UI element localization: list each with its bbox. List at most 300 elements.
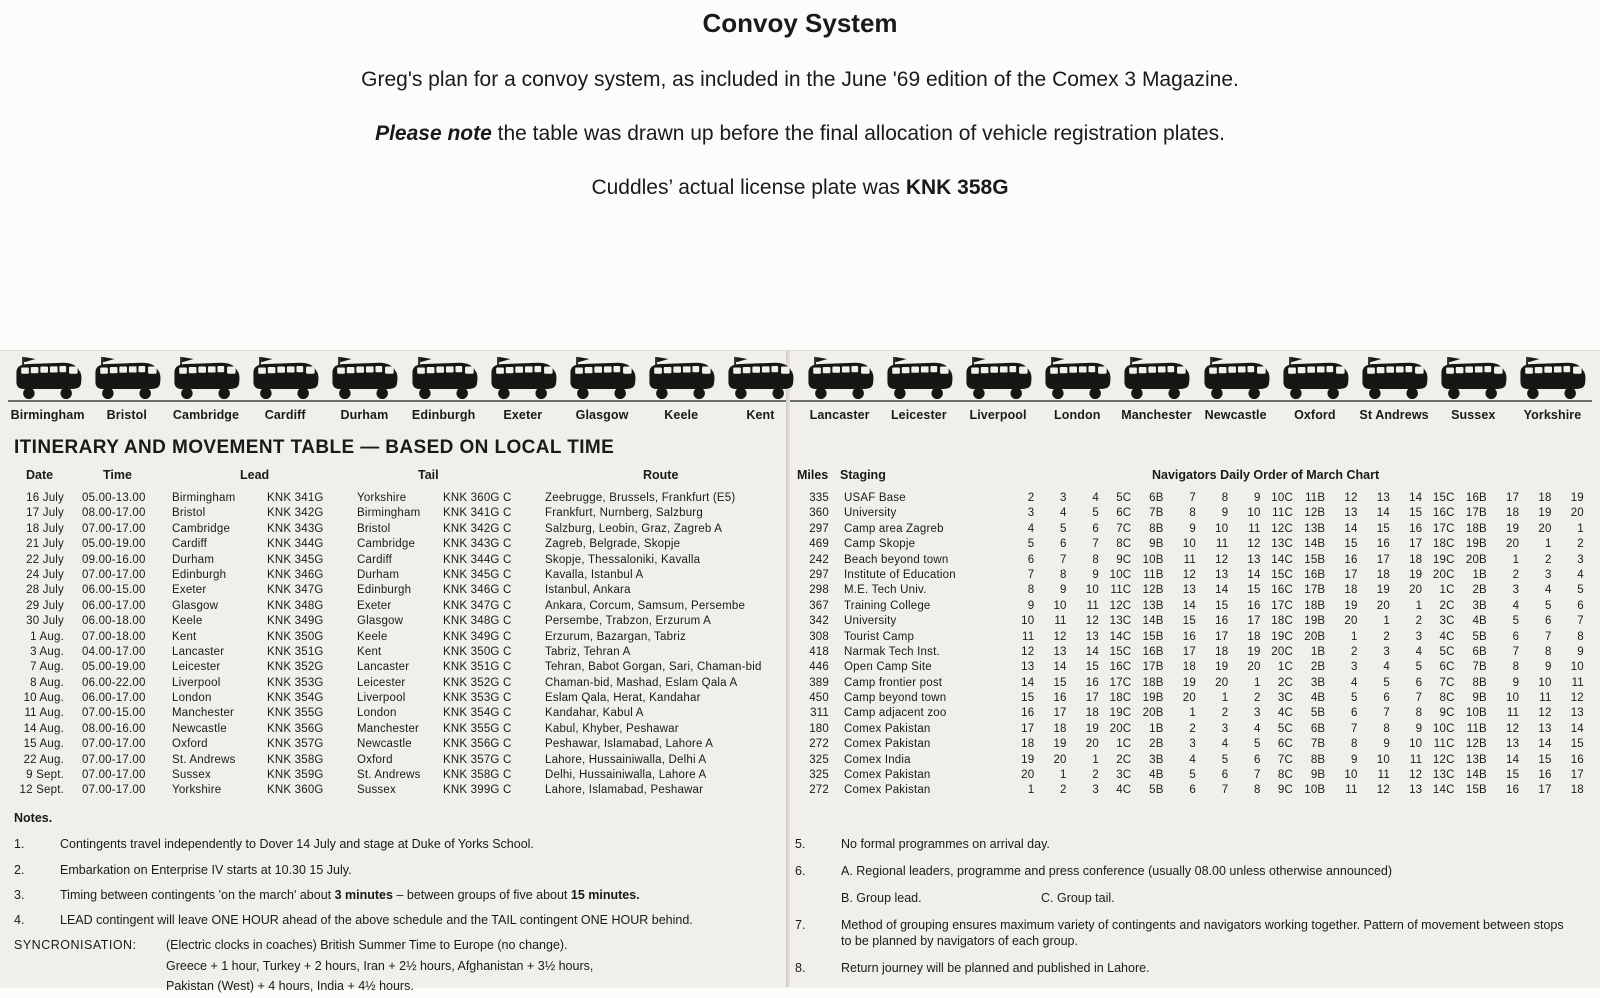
nav-order-cell: 16B <box>1142 645 1164 658</box>
nav-order-cell: 13B <box>1465 753 1487 766</box>
nav-order-cell: 13 <box>1247 553 1261 566</box>
nav-order-cell: 16 <box>1376 538 1390 551</box>
nav-order-cell: 7 <box>1060 553 1067 566</box>
staging-row <box>797 737 1584 752</box>
nav-order-cell: 5 <box>1351 692 1358 705</box>
nav-order-cell: 2 <box>1060 784 1067 797</box>
convoy-contingent <box>800 356 879 422</box>
nav-order-cell: 11C <box>1110 584 1132 597</box>
route-cell: Skopje, Thessaloniki, Kavalla <box>545 553 701 566</box>
itinerary-row <box>12 645 788 660</box>
nav-order-cell: 19 <box>1247 645 1261 658</box>
nav-order-cell: 3C <box>1439 615 1455 628</box>
nav-order-cell: 5 <box>1577 584 1584 597</box>
nav-order-cell: 5 <box>1221 753 1229 766</box>
nav-order-cell: 4 <box>1189 753 1196 766</box>
time-cell: 05.00-13.00 <box>82 492 146 504</box>
nav-order-cell: 10 <box>1409 738 1423 751</box>
nav-order-cell: 16 <box>1085 676 1099 689</box>
nav-order-cell: 2 <box>1383 630 1390 643</box>
nav-order-cell: 19B <box>1304 615 1326 628</box>
nav-order-cell: 16 <box>1538 769 1552 782</box>
tail-plate-cell: KNK 351G C <box>443 661 512 674</box>
lead-plate-cell: KNK 355G <box>267 707 324 720</box>
miles-cell: 389 <box>809 676 829 689</box>
nav-order-cell: 13 <box>1344 507 1358 520</box>
note-text: Embarkation on Enterprise IV starts at 10.30 15 July. <box>60 862 352 877</box>
nav-order-cell: 17 <box>1344 568 1358 581</box>
nav-order-cell: 10 <box>1344 769 1358 782</box>
nav-order-cell: 15 <box>1215 599 1229 612</box>
convoy-contingent <box>325 356 404 422</box>
tail-plate-cell: KNK 352G C <box>443 676 512 689</box>
nav-order-cell: 8 <box>1351 738 1358 751</box>
convoy-contingent <box>483 356 562 422</box>
miles-cell: 342 <box>809 615 829 628</box>
lead-plate-cell: KNK 344G <box>267 538 324 551</box>
nav-order-cell: 19B <box>1142 692 1164 705</box>
tail-contingent-cell: Glasgow <box>357 615 404 628</box>
nav-order-cell: 12C <box>1432 753 1455 766</box>
lead-plate-cell: KNK 349G <box>267 615 324 628</box>
nav-order-cell: 5B <box>1472 630 1487 643</box>
convoy-contingent <box>642 356 721 422</box>
convoy-contingent <box>1434 356 1513 422</box>
nav-order-cell: 14 <box>1182 599 1196 612</box>
notes-heading: Notes. <box>14 811 53 825</box>
nav-order-cell: 16 <box>1182 630 1196 643</box>
nav-order-cell: 12 <box>1085 615 1099 628</box>
col-header-lead: Lead <box>240 468 270 482</box>
nav-order-cell: 12B <box>1304 507 1326 520</box>
itinerary-row <box>12 630 788 645</box>
nav-order-cell: 6 <box>1189 784 1196 797</box>
tail-contingent-cell: St. Andrews <box>357 769 421 782</box>
convoy-contingent <box>562 356 641 422</box>
miles-cell: 308 <box>809 630 829 643</box>
contingent-name: Keele <box>664 408 699 422</box>
nav-order-cell: 10 <box>1538 676 1552 689</box>
tail-plate-cell: KNK 345G C <box>443 568 512 581</box>
nav-order-cell: 5 <box>1092 507 1099 520</box>
nav-order-cells <box>1002 737 1584 752</box>
nav-order-cell: 15 <box>1376 522 1390 535</box>
staging-cell: University <box>844 507 897 520</box>
itinerary-row <box>12 506 788 521</box>
tail-contingent-cell: Birmingham <box>357 507 421 520</box>
nav-order-cell: 10 <box>1247 507 1261 520</box>
nav-order-cell: 4B <box>1310 692 1326 705</box>
convoy-contingent <box>1275 356 1354 422</box>
note-3-bold-1: 3 minutes <box>334 887 393 902</box>
nav-order-cell: 14C <box>1109 630 1132 643</box>
convoy-contingent <box>8 356 87 422</box>
nav-order-cell: 10 <box>1376 753 1390 766</box>
time-cell: 07.00-15.00 <box>82 707 146 720</box>
nav-order-cell: 17C <box>1109 676 1132 689</box>
nav-order-cells <box>1002 691 1584 706</box>
note-number: 8. <box>795 961 806 976</box>
itinerary-row <box>12 660 788 675</box>
staging-row <box>797 630 1584 645</box>
syncronisation-lines <box>166 937 593 998</box>
nav-order-cell: 13 <box>1409 784 1423 797</box>
nav-order-cell: 5B <box>1310 707 1326 720</box>
nav-order-cell: 2 <box>1351 645 1358 658</box>
nav-order-cell: 4 <box>1221 738 1229 751</box>
nav-order-cell: 16 <box>1570 753 1584 766</box>
nav-order-cell: 9 <box>1577 645 1584 658</box>
nav-order-cell: 11C <box>1433 738 1455 751</box>
nav-order-cell: 3 <box>1189 738 1196 751</box>
nav-order-cell: 15 <box>1344 538 1358 551</box>
nav-order-cell: 10C <box>1109 568 1132 581</box>
lead-contingent-cell: Glasgow <box>172 599 219 612</box>
nav-order-cell: 1 <box>1254 676 1261 689</box>
nav-order-cell: 1B <box>1310 645 1326 658</box>
nav-order-cell: 3 <box>1027 507 1035 520</box>
staging-cell: University <box>844 615 897 628</box>
itinerary-row <box>12 568 788 583</box>
convoy-contingent <box>1117 356 1196 422</box>
time-cell: 08.00-17.00 <box>82 507 146 520</box>
bus-icon <box>1517 356 1587 400</box>
nav-order-cell: 14 <box>1053 661 1067 674</box>
please-note-line <box>0 122 1600 146</box>
nav-order-cell: 11 <box>1409 753 1423 766</box>
date-cell: 18 July <box>26 522 64 535</box>
contingent-name: St Andrews <box>1359 408 1429 422</box>
route-cell: Lahore, Islamabad, Peshawar <box>545 784 704 797</box>
nav-order-cell: 2 <box>1027 492 1035 504</box>
nav-order-cell: 19 <box>1409 568 1423 581</box>
intro-line: Greg's plan for a convoy system, as included in the June '69 edition of the Comex 3 Magazine. <box>361 68 1239 91</box>
convoy-contingent <box>1513 356 1592 422</box>
nav-order-cell: 4 <box>1351 676 1358 689</box>
nav-order-cell: 18 <box>1506 507 1520 520</box>
staging-cell: Narmak Tech Inst. <box>844 645 940 658</box>
contingent-name: Exeter <box>503 408 543 422</box>
tail-contingent-cell: Cardiff <box>357 553 393 566</box>
contingent-name: Liverpool <box>969 408 1027 422</box>
nav-order-cell: 19 <box>1215 661 1229 674</box>
nav-order-cell: 10 <box>1182 538 1196 551</box>
contingent-name: Cambridge <box>172 408 240 422</box>
nav-order-cells <box>1002 722 1584 737</box>
convoy-contingent <box>1038 356 1117 422</box>
nav-order-cell: 4 <box>1512 599 1520 612</box>
col-header-time: Time <box>103 468 132 482</box>
nav-order-cell: 6C <box>1277 738 1293 751</box>
miles-cell: 180 <box>809 722 829 735</box>
date-cell: 30 July <box>26 615 64 628</box>
contingent-name: Birmingham <box>10 408 85 422</box>
tail-contingent-cell: Oxford <box>357 753 393 766</box>
miles-cell: 325 <box>809 769 829 782</box>
bus-icon <box>488 356 558 400</box>
nav-order-cell: 1 <box>1027 784 1035 797</box>
route-cell: Frankfurt, Nurnberg, Salzburg <box>545 507 703 520</box>
bus-icon <box>1359 356 1429 400</box>
nav-order-cell: 9 <box>1383 738 1390 751</box>
convoy-contingent <box>958 356 1037 422</box>
nav-order-cell: 4B <box>1149 769 1164 782</box>
nav-order-cell: 16 <box>1215 615 1229 628</box>
time-cell: 06.00-17.00 <box>82 692 146 705</box>
nav-order-cell: 10 <box>1506 692 1520 705</box>
note-text: Contingents travel independently to Dover 14 July and stage at Duke of Yorks School. <box>60 837 534 852</box>
nav-order-cell: 2 <box>1415 615 1423 628</box>
tail-contingent-cell: Bristol <box>357 522 391 535</box>
nav-order-cell: 18 <box>1409 553 1423 566</box>
nav-order-cell: 6C <box>1116 507 1132 520</box>
nav-order-cell: 16 <box>1506 784 1520 797</box>
date-cell: 22 July <box>26 553 64 566</box>
nav-order-cell: 12 <box>1182 568 1196 581</box>
nav-order-cell: 6 <box>1512 630 1520 643</box>
nav-order-cell: 16 <box>1053 692 1067 705</box>
contingent-name: Bristol <box>106 408 147 422</box>
tail-contingent-cell: Newcastle <box>357 738 412 751</box>
convoy-strip <box>8 356 1592 422</box>
note-6-sub <box>841 890 1570 906</box>
lead-contingent-cell: Cardiff <box>172 538 208 551</box>
nav-order-cell: 13 <box>1182 584 1196 597</box>
contingent-name: Edinburgh <box>411 408 476 422</box>
nav-order-cell: 11 <box>1215 538 1229 551</box>
nav-order-cell: 19C <box>1432 553 1455 566</box>
date-cell: 21 July <box>26 538 64 551</box>
nav-order-cell: 8B <box>1310 753 1326 766</box>
nav-order-cell: 17B <box>1304 584 1326 597</box>
staging-cell: Comex Pakistan <box>844 738 931 751</box>
nav-order-cell: 7 <box>1512 645 1520 658</box>
nav-order-cell: 18B <box>1465 522 1487 535</box>
contingent-name: Yorkshire <box>1523 408 1582 422</box>
nav-order-cell: 3 <box>1512 584 1520 597</box>
staging-cell: Institute of Education <box>844 568 956 581</box>
note-2 <box>14 862 782 878</box>
nav-order-cell: 10 <box>1570 661 1584 674</box>
date-cell: 28 July <box>26 584 64 597</box>
miles-cell: 360 <box>809 507 829 520</box>
nav-order-cell: 7 <box>1221 784 1229 797</box>
note-text: LEAD contingent will leave ONE HOUR ahead of the above schedule and the TAIL contingent ONE HOUR behind. <box>60 913 693 927</box>
nav-order-cell: 14 <box>1085 645 1099 658</box>
nav-order-cell: 13 <box>1376 492 1390 504</box>
nav-order-cell: 9B <box>1149 538 1164 551</box>
nav-order-cell: 8 <box>1092 553 1099 566</box>
tail-contingent-cell: Keele <box>357 630 388 643</box>
nav-order-cell: 11 <box>1183 553 1196 566</box>
nav-order-cell: 5C <box>1439 645 1455 658</box>
lead-contingent-cell: Exeter <box>172 584 207 597</box>
tail-plate-cell: KNK 350G C <box>443 645 512 658</box>
nav-order-cell: 18 <box>1376 568 1390 581</box>
nav-order-cell: 1B <box>1472 568 1487 581</box>
nav-order-cell: 7 <box>1027 568 1035 581</box>
nav-order-cell: 19 <box>1344 599 1358 612</box>
date-cell: 3 Aug. <box>30 645 64 658</box>
nav-order-cell: 15C <box>1271 568 1293 581</box>
nav-order-cell: 3 <box>1221 722 1229 735</box>
nav-order-cell: 2B <box>1149 738 1164 751</box>
nav-order-cell: 19C <box>1271 630 1293 643</box>
col-header-miles: Miles <box>797 468 829 482</box>
date-cell: 8 Aug. <box>30 676 64 689</box>
nav-order-cell: 1 <box>1092 753 1099 766</box>
nav-order-cell: 1C <box>1439 584 1455 597</box>
tail-plate-cell: KNK 347G C <box>443 599 512 612</box>
nav-order-cell: 6B <box>1310 722 1326 735</box>
nav-order-cell: 8 <box>1027 584 1035 597</box>
miles-cell: 367 <box>809 599 829 612</box>
note-number: 5. <box>795 837 806 851</box>
route-cell: Kabul, Khyber, Peshawar <box>545 722 679 735</box>
notes-right-column <box>795 836 1570 988</box>
nav-order-cell: 8 <box>1577 630 1584 643</box>
nav-order-cell: 19B <box>1465 538 1487 551</box>
itinerary-row <box>12 737 788 752</box>
syncronisation-label: SYNCRONISATION: <box>14 938 137 953</box>
nav-order-cell: 7 <box>1189 492 1196 504</box>
col-header-tail: Tail <box>418 468 439 482</box>
nav-order-cell: 5 <box>1189 769 1196 782</box>
nav-order-cell: 7C <box>1277 753 1293 766</box>
staging-cell: Tourist Camp <box>844 630 915 643</box>
nav-order-cell: 20C <box>1109 722 1132 735</box>
nav-order-cell: 12 <box>1570 692 1584 705</box>
staging-row <box>797 614 1584 629</box>
lead-plate-cell: KNK 348G <box>267 599 324 612</box>
time-cell: 06.00-22.00 <box>82 676 146 689</box>
nav-order-cell: 6 <box>1577 599 1584 612</box>
note-number: 4. <box>14 913 25 927</box>
nav-order-cell: 13 <box>1085 630 1099 643</box>
nav-order-cells <box>1002 768 1584 783</box>
nav-order-cell: 8 <box>1383 722 1390 735</box>
nav-order-cell: 10C <box>1432 722 1455 735</box>
staging-row <box>797 645 1584 660</box>
note-number: 7. <box>795 917 806 932</box>
nav-order-cell: 15C <box>1109 645 1132 658</box>
miles-cell: 450 <box>809 692 829 705</box>
nav-order-cell: 17 <box>1376 553 1390 566</box>
miles-cell: 446 <box>809 661 829 674</box>
tail-plate-cell: KNK 346G C <box>443 584 512 597</box>
miles-cell: 418 <box>809 645 829 658</box>
nav-order-cell: 10 <box>1053 599 1067 612</box>
itinerary-row <box>12 753 788 768</box>
nav-order-cell: 16 <box>1344 553 1358 566</box>
nav-order-cell: 4 <box>1383 661 1390 674</box>
nav-order-cell: 18 <box>1085 707 1099 720</box>
nav-order-cell: 11 <box>1571 676 1584 689</box>
lead-contingent-cell: Durham <box>172 553 215 566</box>
miles-cell: 311 <box>810 707 829 720</box>
tail-contingent-cell: Lancaster <box>357 661 410 674</box>
nav-order-cell: 14C <box>1271 553 1293 566</box>
nav-order-cell: 7 <box>1254 769 1261 782</box>
route-cell: Persembe, Trabzon, Erzurum A <box>545 615 712 628</box>
itinerary-row <box>12 583 788 598</box>
lead-plate-cell: KNK 353G <box>267 676 324 689</box>
nav-order-cell: 17C <box>1432 522 1455 535</box>
nav-order-cell: 19 <box>1021 753 1035 766</box>
nav-order-cell: 17 <box>1570 769 1584 782</box>
itinerary-row <box>12 614 788 629</box>
itinerary-row <box>12 522 788 537</box>
nav-order-cell: 17 <box>1538 784 1552 797</box>
staging-row <box>797 568 1584 583</box>
license-plate-line <box>0 176 1600 200</box>
nav-order-cell: 18 <box>1053 722 1067 735</box>
time-cell: 05.00-19.00 <box>82 661 146 674</box>
nav-order-cell: 9 <box>1060 584 1067 597</box>
nav-order-cells <box>1002 537 1584 552</box>
bus-icon <box>646 356 716 400</box>
staging-row <box>797 599 1584 614</box>
nav-order-cell: 10 <box>1215 522 1229 535</box>
nav-order-cell: 11 <box>1539 692 1552 705</box>
nav-order-cell: 11C <box>1272 507 1293 520</box>
date-cell: 7 Aug. <box>30 661 64 674</box>
nav-order-cell: 20 <box>1053 753 1067 766</box>
nav-order-cell: 12 <box>1247 538 1261 551</box>
nav-order-cell: 10C <box>1271 492 1293 504</box>
route-cell: Salzburg, Leobin, Graz, Zagreb A <box>545 522 723 535</box>
contingent-name: Glasgow <box>575 408 629 422</box>
nav-order-cell: 14 <box>1506 753 1520 766</box>
nav-order-cell: 16B <box>1304 568 1326 581</box>
nav-order-cell: 16C <box>1271 584 1293 597</box>
please-note-emphasis: Please note <box>375 122 492 145</box>
time-cell: 06.00-15.00 <box>82 584 146 597</box>
lead-plate-cell: KNK 354G <box>267 692 324 705</box>
nav-order-cell: 17 <box>1021 722 1035 735</box>
tail-contingent-cell: London <box>357 707 397 720</box>
nav-order-cell: 10B <box>1304 784 1326 797</box>
nav-order-cell: 15 <box>1021 692 1035 705</box>
nav-order-cell: 8B <box>1149 522 1164 535</box>
convoy-contingent <box>404 356 483 422</box>
staging-cell: USAF Base <box>844 492 906 504</box>
bus-icon <box>963 356 1033 400</box>
nav-order-cell: 18C <box>1109 692 1132 705</box>
date-cell: 14 Aug. <box>23 722 64 735</box>
date-cell: 29 July <box>26 599 64 612</box>
note-5 <box>795 836 1570 852</box>
nav-order-cell: 4 <box>1092 492 1099 504</box>
nav-order-cell: 9 <box>1544 661 1552 674</box>
nav-order-cell: 4 <box>1544 584 1552 597</box>
tail-plate-cell: KNK 360G C <box>443 492 512 504</box>
convoy-contingent <box>1354 356 1433 422</box>
lead-plate-cell: KNK 352G <box>267 661 324 674</box>
nav-order-cell: 20B <box>1304 630 1326 643</box>
nav-order-cell: 18 <box>1247 630 1261 643</box>
lead-contingent-cell: Manchester <box>172 707 235 720</box>
lead-plate-cell: KNK 341G <box>267 492 324 504</box>
staging-cell: Open Camp Site <box>844 661 932 674</box>
nav-order-cell: 9B <box>1310 769 1326 782</box>
date-cell: 16 July <box>26 492 64 504</box>
route-cell: Tehran, Babot Gorgan, Sari, Chaman-bid <box>545 661 762 674</box>
nav-order-cells <box>1002 753 1584 768</box>
nav-order-cell: 1C <box>1277 661 1293 674</box>
nav-order-cell: 17 <box>1215 630 1229 643</box>
route-cell: Zagreb, Belgrade, Skopje <box>545 538 681 551</box>
